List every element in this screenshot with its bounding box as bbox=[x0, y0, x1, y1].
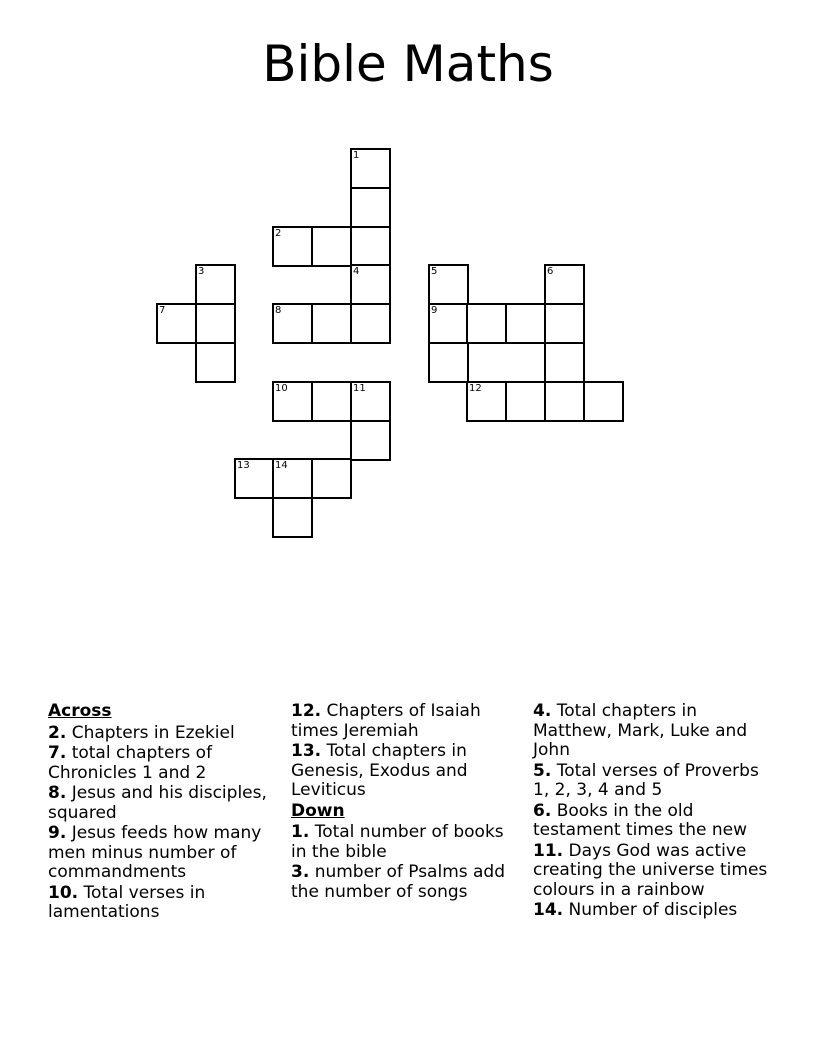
grid-cell[interactable] bbox=[505, 303, 546, 344]
grid-cell[interactable] bbox=[156, 303, 197, 344]
clue-number: 13. bbox=[291, 741, 322, 761]
clue-text: Total verses in lamentations bbox=[48, 882, 206, 922]
clue-text: Chapters in Ezekiel bbox=[71, 722, 235, 743]
clue-down-5 bbox=[533, 762, 773, 801]
cell-number: 13 bbox=[237, 460, 250, 471]
down-header: Down bbox=[291, 800, 345, 821]
cell-number: 5 bbox=[431, 266, 438, 277]
grid-cell[interactable] bbox=[350, 381, 391, 422]
cell-number: 4 bbox=[353, 266, 360, 277]
grid-cell[interactable] bbox=[350, 264, 391, 305]
grid-cell[interactable] bbox=[544, 381, 585, 422]
clue-text: Total chapters in Genesis, Exodus and Leviticus bbox=[291, 741, 468, 800]
clue-across-2 bbox=[48, 724, 280, 744]
cell-number: 6 bbox=[547, 266, 554, 277]
clue-down-4 bbox=[533, 702, 773, 761]
grid-cell[interactable] bbox=[583, 381, 624, 422]
clue-across-12 bbox=[291, 702, 519, 741]
cell-number: 11 bbox=[353, 383, 366, 394]
grid-cell[interactable] bbox=[195, 342, 236, 383]
clue-number: 1. bbox=[291, 822, 310, 842]
grid-cell[interactable] bbox=[350, 226, 391, 267]
clue-across-10 bbox=[48, 884, 280, 923]
cell-number: 8 bbox=[275, 305, 282, 316]
grid-cell[interactable] bbox=[311, 226, 352, 267]
cell-number: 2 bbox=[275, 228, 282, 239]
grid-cell[interactable] bbox=[505, 381, 546, 422]
clue-across-13 bbox=[291, 742, 519, 801]
clues-column-2 bbox=[291, 702, 519, 903]
clue-number: 8. bbox=[48, 783, 67, 803]
grid-cell[interactable] bbox=[428, 342, 469, 383]
grid-cell[interactable] bbox=[428, 264, 469, 305]
page-title: Bible Maths bbox=[262, 35, 554, 93]
clue-text: Total number of books in the bible bbox=[291, 822, 504, 862]
clue-number: 2. bbox=[48, 722, 67, 743]
clue-text: total chapters of Chronicles 1 and 2 bbox=[48, 743, 213, 783]
clue-number: 3. bbox=[291, 862, 310, 882]
cell-number: 1 bbox=[353, 150, 360, 161]
clue-text: Books in the old testament times the new bbox=[533, 800, 748, 840]
grid-cell[interactable] bbox=[272, 497, 313, 538]
clue-down-3 bbox=[291, 863, 519, 902]
clue-down-14 bbox=[533, 901, 773, 921]
grid-cell[interactable] bbox=[272, 226, 313, 267]
grid-cell[interactable] bbox=[311, 303, 352, 344]
clue-across-8 bbox=[48, 784, 280, 823]
grid-cell[interactable] bbox=[195, 264, 236, 305]
grid-cell[interactable] bbox=[234, 458, 275, 499]
grid-cell[interactable] bbox=[350, 303, 391, 344]
clue-number: 9. bbox=[48, 823, 67, 843]
across-header: Across bbox=[48, 701, 112, 721]
clue-number: 11. bbox=[533, 840, 564, 861]
grid-cell[interactable] bbox=[350, 148, 391, 189]
cell-number: 3 bbox=[198, 266, 205, 277]
clue-text: Number of disciples bbox=[568, 900, 738, 920]
clue-number: 10. bbox=[48, 882, 79, 903]
clue-text: Days God was active creating the universe times colours in a rainbow bbox=[533, 840, 768, 900]
clue-number: 12. bbox=[291, 701, 322, 721]
grid-cell[interactable] bbox=[272, 458, 313, 499]
clue-across-9 bbox=[48, 824, 280, 883]
grid-cell[interactable] bbox=[311, 381, 352, 422]
grid-cell[interactable] bbox=[544, 342, 585, 383]
cell-number: 14 bbox=[275, 460, 288, 471]
clues-column-1 bbox=[48, 702, 280, 924]
grid-cell[interactable] bbox=[272, 303, 313, 344]
grid-cell[interactable] bbox=[544, 264, 585, 305]
clues-column-3 bbox=[533, 702, 773, 922]
clue-number: 5. bbox=[533, 760, 552, 781]
grid-cell[interactable] bbox=[311, 458, 352, 499]
grid-cell[interactable] bbox=[428, 303, 469, 344]
clue-down-11 bbox=[533, 842, 773, 901]
grid-cell[interactable] bbox=[195, 303, 236, 344]
clue-down-1 bbox=[291, 823, 519, 862]
clue-text: Total chapters in Matthew, Mark, Luke and John bbox=[533, 701, 748, 760]
grid-cell[interactable] bbox=[350, 187, 391, 228]
grid-cell[interactable] bbox=[350, 420, 391, 461]
cell-number: 9 bbox=[431, 305, 438, 316]
grid-cell[interactable] bbox=[466, 381, 507, 422]
clue-number: 14. bbox=[533, 900, 564, 920]
cell-number: 10 bbox=[275, 383, 288, 394]
grid-cell[interactable] bbox=[544, 303, 585, 344]
clue-number: 4. bbox=[533, 701, 552, 721]
grid-cell[interactable] bbox=[466, 303, 507, 344]
cell-number: 7 bbox=[159, 305, 166, 316]
clue-number: 7. bbox=[48, 743, 67, 763]
clue-text: Chapters of Isaiah times Jeremiah bbox=[291, 701, 481, 741]
grid-cell[interactable] bbox=[272, 381, 313, 422]
clue-text: number of Psalms add the number of songs bbox=[291, 862, 506, 902]
clue-text: Jesus and his disciples, squared bbox=[48, 783, 267, 823]
cell-number: 12 bbox=[469, 383, 482, 394]
clue-across-7 bbox=[48, 744, 280, 783]
clue-text: Total verses of Proverbs 1, 2, 3, 4 and 5 bbox=[533, 760, 759, 800]
clue-down-6 bbox=[533, 802, 773, 841]
clue-text: Jesus feeds how many men minus number of commandments bbox=[48, 823, 262, 882]
clue-number: 6. bbox=[533, 800, 552, 821]
